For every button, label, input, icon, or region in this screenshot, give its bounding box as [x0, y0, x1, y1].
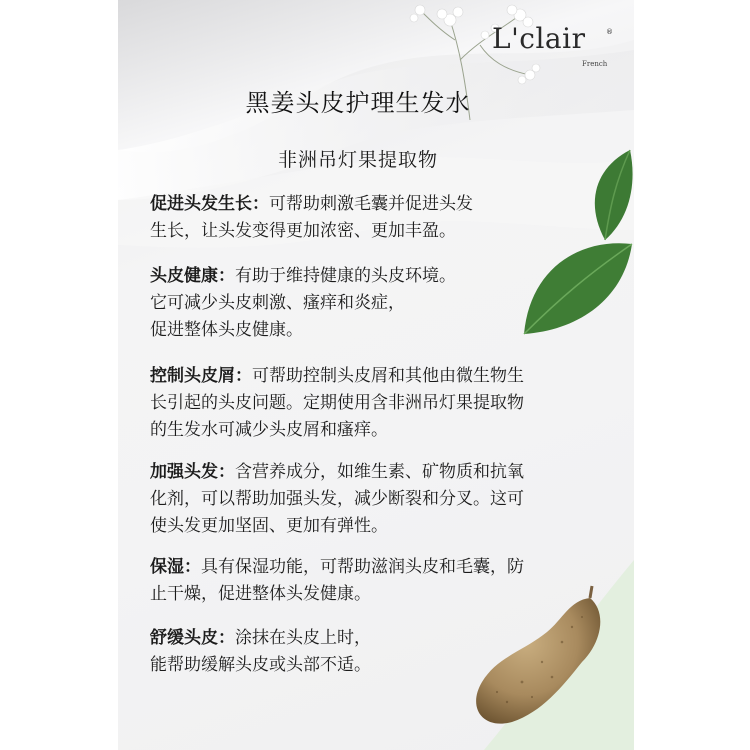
section-heading: 头皮健康：	[150, 266, 235, 286]
section-heading: 加强头发：	[150, 462, 235, 482]
section-line: 化剂，可以帮助加强头发，减少断裂和分叉。这可	[150, 489, 524, 509]
section-scalp-health	[150, 263, 610, 344]
section-heading: 促进头发生长：	[150, 194, 269, 214]
section-heading: 保湿：	[150, 557, 201, 577]
section-line: 涂抹在头皮上时，	[235, 628, 371, 648]
section-line: 有助于维持健康的头皮环境。	[235, 266, 456, 286]
section-line: 可帮助刺激毛囊并促进头发	[269, 194, 473, 214]
logo	[492, 22, 632, 72]
section-line: 的生发水可减少头皮屑和瘙痒。	[150, 420, 388, 440]
logo-text: L'clair	[492, 22, 586, 55]
section-line: 长引起的头皮问题。定期使用含非洲吊灯果提取物	[150, 393, 524, 413]
section-heading: 舒缓头皮：	[150, 628, 235, 648]
section-soothe-scalp	[150, 625, 610, 679]
section-line: 具有保湿功能，可帮助滋润头皮和毛囊，防	[201, 557, 524, 577]
page-title: 黑姜头皮护理生发水	[245, 89, 471, 117]
section-line: 它可减少头皮刺激、瘙痒和炎症，	[150, 293, 405, 313]
section-line: 能帮助缓解头皮或头部不适。	[150, 655, 371, 675]
section-line: 止干燥，促进整体头发健康。	[150, 584, 371, 604]
section-line: 生长，让头发变得更加浓密、更加丰盈。	[150, 221, 456, 241]
logo-registered-mark: ®	[606, 28, 613, 36]
section-dandruff-control	[150, 363, 610, 444]
section-strengthen-hair	[150, 459, 610, 540]
logo-subtitle: French	[582, 60, 608, 68]
section-line: 可帮助控制头皮屑和其他由微生物生	[252, 366, 524, 386]
section-line: 促进整体头皮健康。	[150, 320, 303, 340]
section-line: 含营养成分，如维生素、矿物质和抗氧	[235, 462, 524, 482]
page-subtitle: 非洲吊灯果提取物	[277, 149, 438, 171]
section-heading: 控制头皮屑：	[150, 366, 252, 386]
section-hair-growth	[150, 191, 610, 245]
section-line: 使头发更加坚固、更加有弹性。	[150, 516, 388, 536]
section-moisturize	[150, 554, 610, 608]
